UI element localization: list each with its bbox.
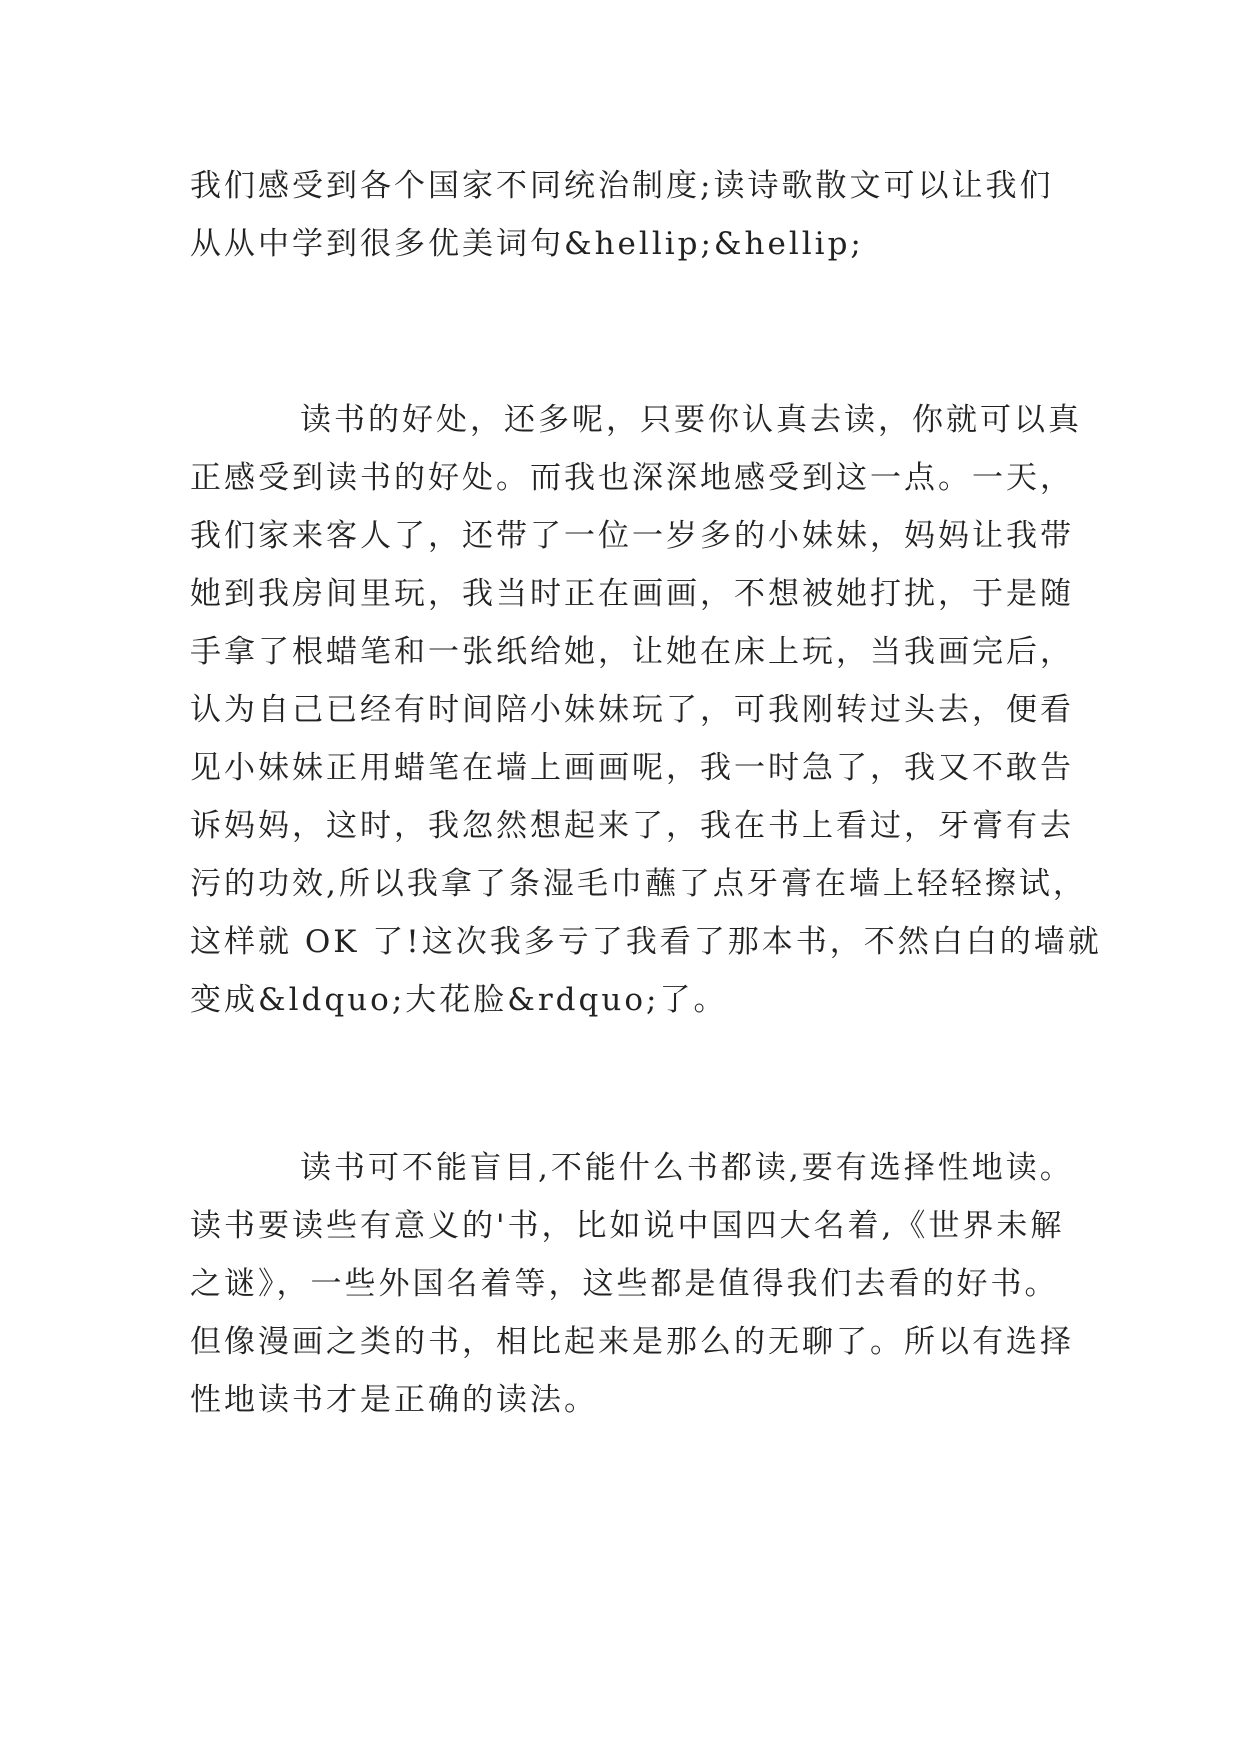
paragraph-line: 读书可不能盲目,不能什么书都读,要有选择性地读。 — [300, 1150, 1074, 1186]
paragraph-line: 这样就 OK 了!这次我多亏了我看了那本书，不然白白的墙就 — [190, 924, 1102, 960]
paragraph-line: 诉妈妈，这时，我忽然想起来了，我在书上看过，牙膏有去 — [190, 808, 1074, 844]
paragraph-line: 变成&ldquo;大花脸&rdquo;了。 — [190, 982, 728, 1018]
paragraph-line: 读书的好处，还多呢，只要你认真去读，你就可以真 — [300, 402, 1082, 438]
paragraph-line: 之谜》，一些外国名着等，这些都是值得我们去看的好书。 — [190, 1266, 1059, 1302]
paragraph-3 — [190, 1139, 1074, 1429]
paragraph-line: 污的功效,所以我拿了条湿毛巾蘸了点牙膏在墙上轻轻擦试， — [190, 866, 1087, 902]
paragraph-line: 正感受到读书的好处。而我也深深地感受到这一点。一天， — [190, 460, 1074, 496]
paragraph-line: 认为自己已经有时间陪小妹妹玩了，可我刚转过头去，便看 — [190, 692, 1074, 728]
paragraph-line: 性地读书才是正确的读法。 — [190, 1382, 598, 1418]
paragraph-1 — [190, 157, 1070, 273]
paragraph-line: 手拿了根蜡笔和一张纸给她，让她在床上玩，当我画完后， — [190, 634, 1074, 670]
paragraph-line: 从从中学到很多优美词句&hellip;&hellip; — [190, 226, 864, 262]
paragraph-line: 她到我房间里玩，我当时正在画画，不想被她打扰，于是随 — [190, 576, 1074, 612]
paragraph-line: 我们家来客人了，还带了一位一岁多的小妹妹，妈妈让我带 — [190, 518, 1074, 554]
paragraph-line: 见小妹妹正用蜡笔在墙上画画呢，我一时急了，我又不敢告 — [190, 750, 1074, 786]
paragraph-2 — [190, 391, 1102, 1029]
paragraph-line: 我们感受到各个国家不同统治制度;读诗歌散文可以让我们 — [190, 168, 1054, 204]
paragraph-line: 读书要读些有意义的'书，比如说中国四大名着,《世界未解 — [190, 1208, 1065, 1244]
paragraph-line: 但像漫画之类的书，相比起来是那么的无聊了。所以有选择 — [190, 1324, 1074, 1360]
